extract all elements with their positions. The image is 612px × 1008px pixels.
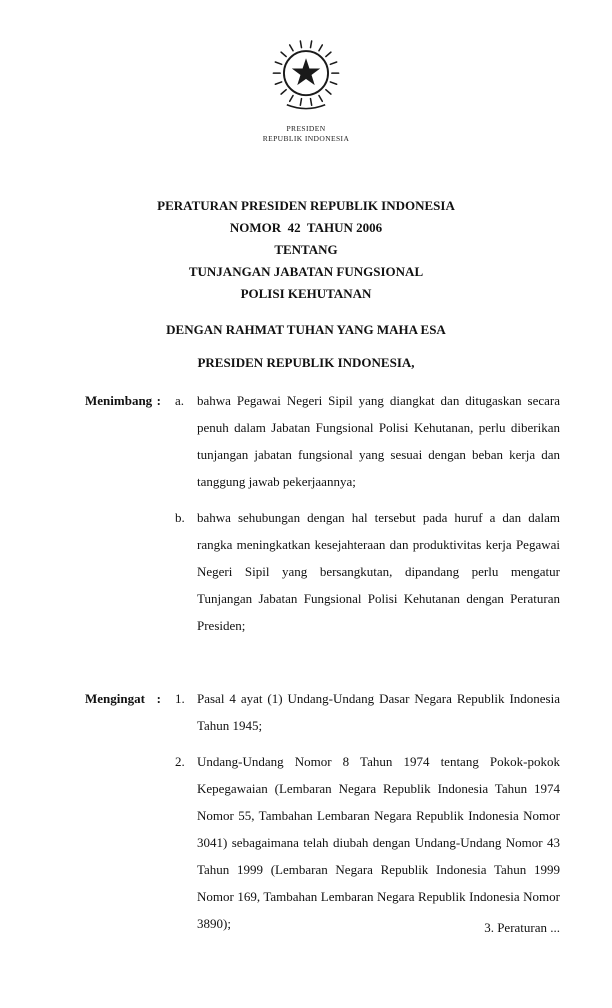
- item-marker: b.: [175, 510, 185, 525]
- title-subject-line1: TUNJANGAN JABATAN FUNGSIONAL: [188, 264, 424, 279]
- item-text: Pasal 4 ayat (1) Undang-Undang Dasar Negara Republik Indonesia Tahun 1945;: [197, 691, 560, 733]
- recalling-label: [85, 685, 175, 712]
- presidential-emblem: [0, 30, 612, 143]
- title-regulation-name: PERATURAN PRESIDEN REPUBLIK INDONESIA: [157, 198, 455, 213]
- item-text: Undang-Undang Nomor 8 Tahun 1974 tentang Pokok-pokok Kepegawaian (Lembaran Negara Republik Indonesia Tahun 1974 Nomor 55, Tambahan Lembaran Negara Republik Indonesia Nomor 3041) sebagaimana telah diubah dengan Undang-Undang Nomor 43 Tahun 1999 (Lembaran Negara Republik Indonesia Tahun 1999 Nomor 169, Tambahan Lembaran Negara Republik Indonesia Nomor 3890);: [197, 754, 560, 931]
- item-marker: a.: [175, 393, 185, 408]
- title-subject-line2: POLISI KEHUTANAN: [240, 286, 372, 301]
- considering-label: [85, 387, 175, 414]
- title-number-year: NOMOR 42 TAHUN 2006: [229, 220, 383, 235]
- issuer-line: PRESIDEN REPUBLIK INDONESIA,: [197, 355, 415, 370]
- title-tentang: TENTANG: [274, 242, 338, 257]
- agency-line-presiden: PRESIDEN: [286, 124, 326, 133]
- recalling-colon: :: [156, 691, 161, 706]
- considering-colon: :: [156, 393, 161, 408]
- item-text: bahwa Pegawai Negeri Sipil yang diangkat dan ditugaskan secara penuh dalam Jabatan Fungsional Polisi Kehutanan, perlu diberikan tunjangan jabatan fungsional yang sesuai dengan beban kerja dan tanggung jawab pekerjaannya;: [197, 393, 560, 489]
- agency-line-republik: REPUBLIK INDONESIA: [262, 133, 350, 143]
- regulation-title-block: [0, 195, 612, 305]
- star-wreath-icon: [258, 30, 354, 122]
- considering-section: [85, 387, 560, 639]
- page-catchword: 3. Peraturan ...: [484, 920, 560, 935]
- considering-label-text: Menimbang: [85, 393, 153, 408]
- recalling-item-1: [175, 685, 560, 739]
- considering-item-b: [175, 504, 560, 639]
- considering-item-a: [175, 387, 560, 495]
- recalling-item-2: [175, 748, 560, 937]
- item-marker: 2.: [175, 754, 185, 769]
- agency-name: [0, 124, 612, 143]
- considering-items: [175, 387, 560, 639]
- item-marker: 1.: [175, 691, 185, 706]
- recalling-items: [175, 685, 560, 937]
- item-text: bahwa sehubungan dengan hal tersebut pada huruf a dan dalam rangka meningkatkan kesejahteraan dan produktivitas kerja Pegawai Negeri Sipil yang bersangkutan, dipandang perlu mengatur Tunjangan Jabatan Fungsional Polisi Kehutanan dengan Peraturan Presiden;: [197, 510, 560, 633]
- recalling-section: [85, 685, 560, 937]
- recalling-label-text: Mengingat: [85, 691, 145, 706]
- document-body: [0, 387, 612, 937]
- invocation-line: DENGAN RAHMAT TUHAN YANG MAHA ESA: [166, 322, 446, 337]
